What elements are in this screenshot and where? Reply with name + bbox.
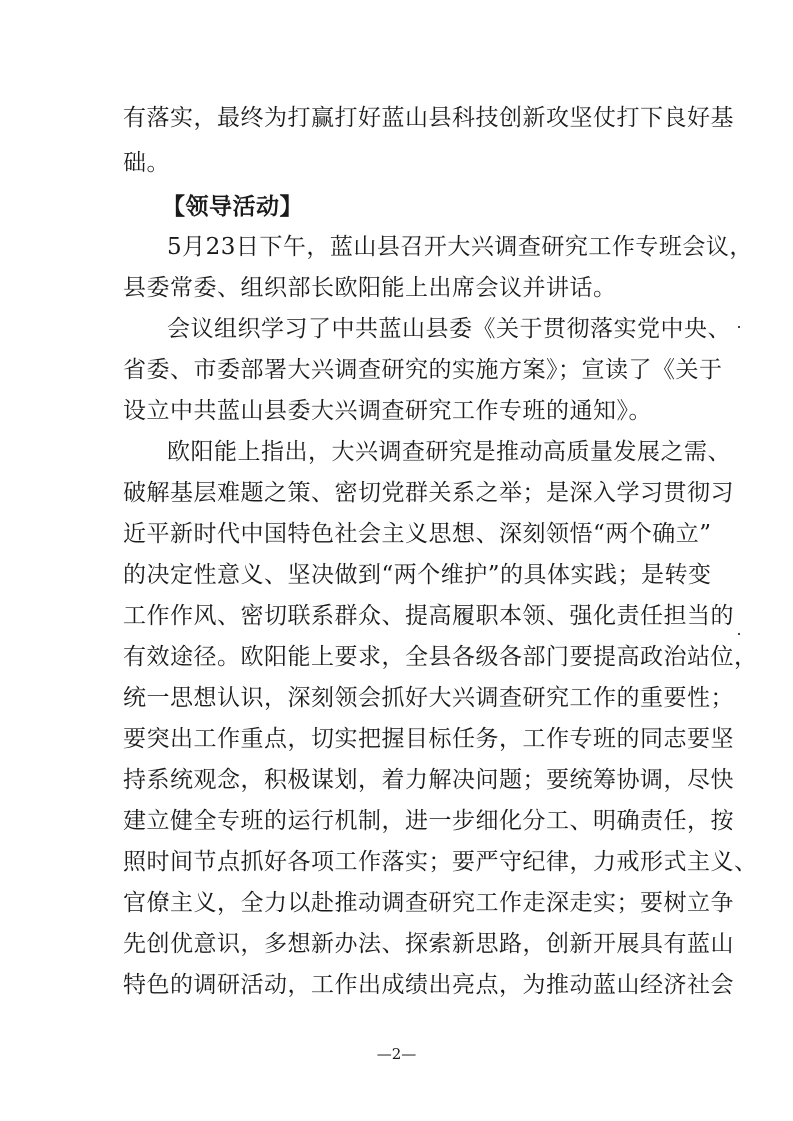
paragraph-line: 先创优意识，多想新办法、探索新思路，创新开展具有蓝山 <box>123 931 734 957</box>
scan-speck <box>738 326 740 328</box>
paragraph-line: 要突出工作重点，切实把握目标任务，工作专班的同志要坚 <box>123 726 734 752</box>
paragraph-line: 的决定性意义、坚决做到“两个维护”的具体实践；是转变 <box>123 562 712 588</box>
intro-line: 有落实，最终为打赢打好蓝山县科技创新攻坚仗打下良好基 <box>123 105 734 131</box>
scan-speck <box>738 633 740 635</box>
paragraph-line: 县委常委、组织部长欧阳能上出席会议并讲话。 <box>123 275 617 301</box>
section-heading: 【领导活动】 <box>162 193 303 220</box>
paragraph-line: 有效途径。欧阳能上要求，全县各级各部门要提高政治站位， <box>123 644 758 670</box>
page-number: —2— <box>376 1045 417 1063</box>
paragraph-line: 5月23日下午，蓝山县召开大兴调查研究工作专班会议， <box>167 234 753 260</box>
paragraph-line: 破解基层难题之策、密切党群关系之举；是深入学习贯彻习 <box>123 480 734 506</box>
paragraph-line: 照时间节点抓好各项工作落实；要严守纪律，力戒形式主义、 <box>123 849 758 875</box>
paragraph-line: 官僚主义，全力以赴推动调查研究工作走深走实；要树立争 <box>123 890 734 916</box>
intro-line: 础。 <box>123 150 170 176</box>
paragraph-line: 设立中共蓝山县委大兴调查研究工作专班的通知》。 <box>123 398 652 424</box>
paragraph-line: 省委、市委部署大兴调查研究的实施方案》；宣读了《关于 <box>123 357 723 383</box>
paragraph-line: 特色的调研活动，工作出成绩出亮点，为推动蓝山经济社会 <box>123 972 734 998</box>
paragraph-line: 建立健全专班的运行机制，进一步细化分工、明确责任，按 <box>123 808 734 834</box>
paragraph-line: 会议组织学习了中共蓝山县委《关于贯彻落实党中央、 <box>167 316 731 342</box>
paragraph-line: 统一思想认识，深刻领会抓好大兴调查研究工作的重要性； <box>123 685 734 711</box>
paragraph-line: 近平新时代中国特色社会主义思想、深刻领悟“两个确立” <box>123 521 712 547</box>
paragraph-line: 欧阳能上指出，大兴调查研究是推动高质量发展之需、 <box>167 439 731 465</box>
paragraph-line: 持系统观念，积极谋划，着力解决问题；要统筹协调，尽快 <box>123 767 734 793</box>
paragraph-line: 工作作风、密切联系群众、提高履职本领、强化责任担当的 <box>123 603 734 629</box>
